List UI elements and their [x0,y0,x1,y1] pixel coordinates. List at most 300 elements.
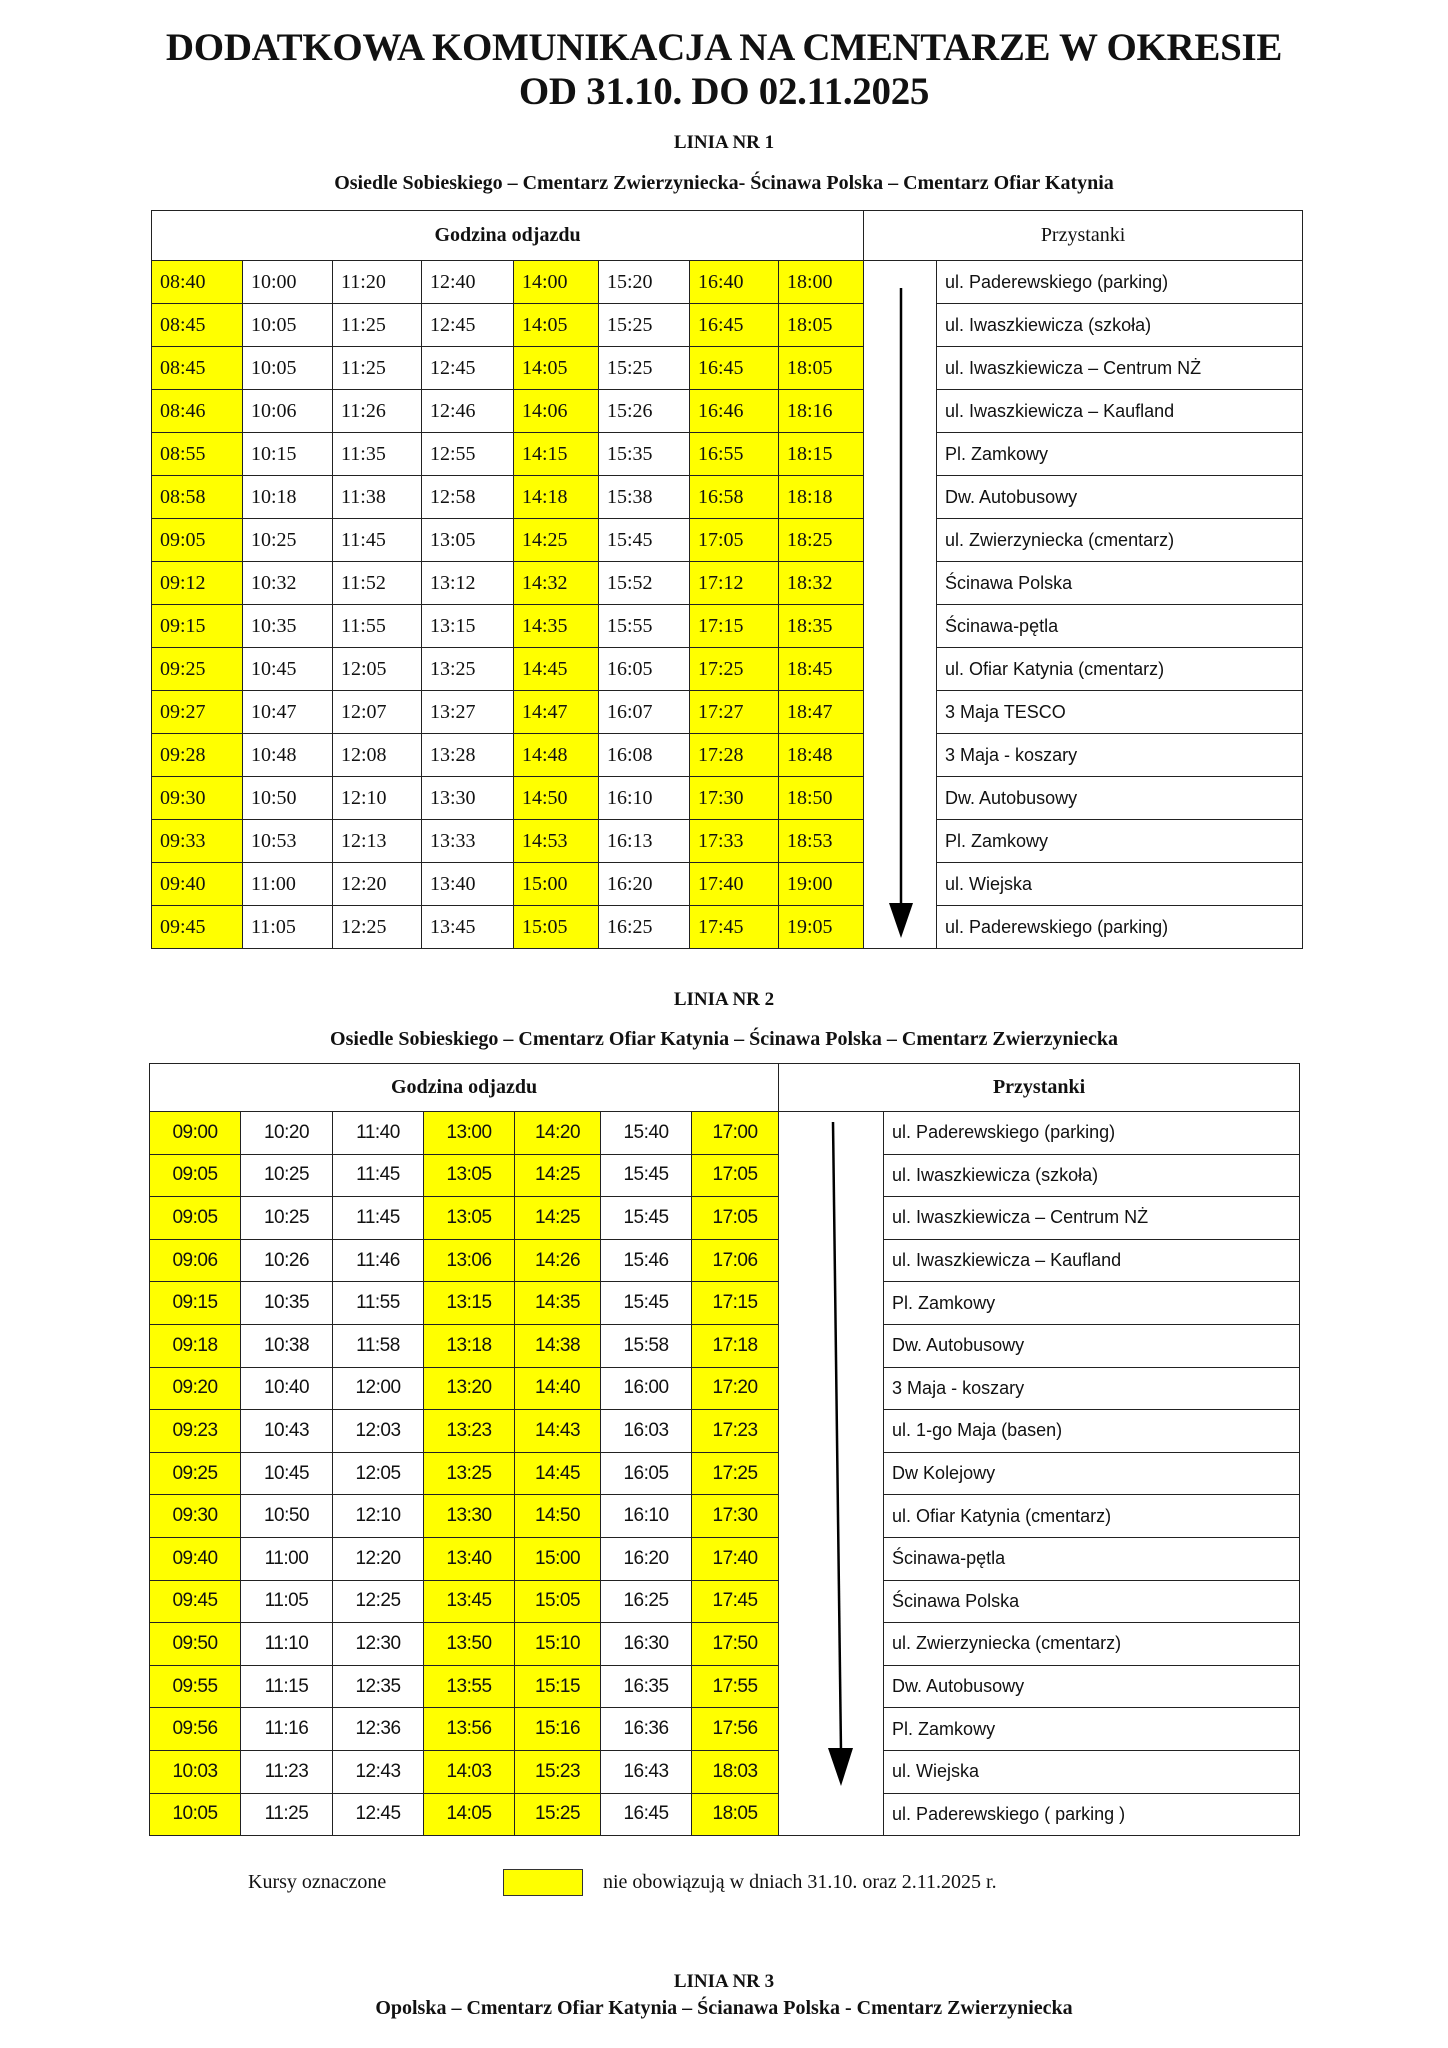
line1-route: Osiedle Sobieskiego – Cmentarz Zwierzyniecka- Ścinawa Polska – Cmentarz Ofiar Katynia [334,172,1114,194]
departure-time-cell: 14:50 [514,777,599,820]
departure-time-cell: 18:48 [779,734,864,777]
departure-time-cell: 13:40 [422,863,514,906]
departure-time-cell: 09:45 [150,1580,241,1623]
line2-timetable [149,1063,1300,1836]
stop-name-cell: 3 Maja TESCO [937,691,1303,734]
departure-time-cell: 14:05 [514,347,599,390]
departure-time-cell: 15:45 [601,1197,692,1240]
departure-time-cell: 14:48 [514,734,599,777]
departure-time-cell: 10:47 [243,691,333,734]
departure-time-cell: 19:00 [779,863,864,906]
departure-time-cell: 17:20 [692,1367,779,1410]
departure-time-cell: 11:45 [333,519,422,562]
departure-time-cell: 13:05 [424,1197,515,1240]
departure-time-cell: 12:08 [333,734,422,777]
departure-time-cell: 16:30 [601,1623,692,1666]
departure-time-cell: 09:50 [150,1623,241,1666]
departure-time-cell: 12:03 [333,1410,424,1453]
table-row [152,476,1303,519]
stop-name-cell: ul. Wiejska [937,863,1303,906]
stop-name-cell: ul. Wiejska [884,1750,1300,1793]
departure-time-cell: 11:16 [241,1708,333,1751]
departure-time-cell: 08:55 [152,433,243,476]
departure-time-cell: 09:15 [152,605,243,648]
stop-name-cell: ul. Iwaszkiewicza – Centrum NŻ [937,347,1303,390]
departure-time-cell: 16:45 [690,304,779,347]
departure-time-cell: 11:05 [243,906,333,949]
departure-time-cell: 10:53 [243,820,333,863]
departure-time-cell: 10:35 [243,605,333,648]
departure-time-cell: 10:26 [241,1239,333,1282]
departure-time-cell: 14:25 [515,1154,601,1197]
table-row [150,1580,1300,1623]
departure-time-cell: 09:33 [152,820,243,863]
table-row [152,906,1303,949]
departure-time-cell: 17:33 [690,820,779,863]
departure-time-cell: 16:05 [601,1452,692,1495]
table-row [150,1708,1300,1751]
departure-time-cell: 18:50 [779,777,864,820]
departure-time-cell: 15:45 [601,1282,692,1325]
departure-time-cell: 10:40 [241,1367,333,1410]
departure-time-cell: 09:18 [150,1324,241,1367]
departure-time-cell: 10:38 [241,1324,333,1367]
departure-time-cell: 16:03 [601,1410,692,1453]
departure-time-cell: 13:18 [424,1324,515,1367]
stop-name-cell: ul. Paderewskiego (parking) [937,261,1303,304]
table-row [150,1197,1300,1240]
departure-time-cell: 11:00 [241,1537,333,1580]
table-row [150,1367,1300,1410]
departure-time-cell: 14:32 [514,562,599,605]
departure-time-cell: 10:43 [241,1410,333,1453]
stop-name-cell: ul. Zwierzyniecka (cmentarz) [884,1623,1300,1666]
stop-name-cell: Ścinawa-pętla [937,605,1303,648]
departure-time-cell: 11:23 [241,1750,333,1793]
departure-time-cell: 14:53 [514,820,599,863]
departure-time-cell: 17:28 [690,734,779,777]
departure-time-cell: 11:45 [333,1154,424,1197]
departure-time-cell: 13:20 [424,1367,515,1410]
departure-time-cell: 15:23 [515,1750,601,1793]
departure-time-cell: 09:05 [150,1154,241,1197]
departure-time-cell: 15:20 [599,261,690,304]
departure-time-cell: 12:20 [333,1537,424,1580]
departure-time-cell: 10:35 [241,1282,333,1325]
departure-time-cell: 11:52 [333,562,422,605]
departure-time-cell: 11:25 [333,304,422,347]
departure-time-cell: 10:25 [241,1197,333,1240]
departure-time-cell: 15:35 [599,433,690,476]
departure-time-cell: 18:32 [779,562,864,605]
departure-time-cell: 16:25 [601,1580,692,1623]
departure-time-cell: 19:05 [779,906,864,949]
departure-time-cell: 10:25 [243,519,333,562]
departure-time-cell: 14:03 [424,1750,515,1793]
departure-time-cell: 11:55 [333,605,422,648]
departure-time-cell: 16:20 [599,863,690,906]
departure-time-cell: 10:05 [150,1793,241,1836]
table-row [152,562,1303,605]
table-row [152,863,1303,906]
direction-arrow-cell [864,261,937,949]
departure-time-cell: 14:35 [515,1282,601,1325]
stop-name-cell: ul. Iwaszkiewicza (szkoła) [937,304,1303,347]
departure-time-cell: 15:15 [515,1665,601,1708]
departure-time-cell: 13:25 [422,648,514,691]
table-row [150,1495,1300,1538]
departure-time-cell: 17:40 [690,863,779,906]
stop-name-cell: ul. Paderewskiego (parking) [937,906,1303,949]
stop-name-cell: Ścinawa-pętla [884,1537,1300,1580]
line3-route: Opolska – Cmentarz Ofiar Katynia – Ścianawa Polska - Cmentarz Zwierzyniecka [375,1997,1073,2019]
departure-time-cell: 17:30 [690,777,779,820]
stop-name-cell: ul. Iwaszkiewicza – Kaufland [937,390,1303,433]
departure-time-cell: 18:05 [779,347,864,390]
stop-name-cell: Ścinawa Polska [884,1580,1300,1623]
departure-time-cell: 12:43 [333,1750,424,1793]
departure-time-cell: 09:40 [152,863,243,906]
departure-time-cell: 12:46 [422,390,514,433]
departure-time-cell: 16:25 [599,906,690,949]
departure-time-cell: 11:35 [333,433,422,476]
departure-time-cell: 15:45 [601,1154,692,1197]
table-row [152,347,1303,390]
departure-time-cell: 13:45 [422,906,514,949]
departure-time-cell: 18:05 [692,1793,779,1836]
departure-time-cell: 13:00 [424,1112,515,1155]
departure-time-cell: 17:05 [690,519,779,562]
stop-name-cell: ul. Iwaszkiewicza – Kaufland [884,1239,1300,1282]
stop-name-cell: Dw. Autobusowy [937,476,1303,519]
departure-time-cell: 15:26 [599,390,690,433]
departure-time-cell: 12:05 [333,648,422,691]
departure-time-cell: 11:38 [333,476,422,519]
departure-time-cell: 15:16 [515,1708,601,1751]
departure-time-cell: 09:20 [150,1367,241,1410]
departure-time-cell: 12:58 [422,476,514,519]
departure-time-cell: 09:06 [150,1239,241,1282]
departure-time-cell: 10:50 [241,1495,333,1538]
departure-time-cell: 15:10 [515,1623,601,1666]
stop-name-cell: 3 Maja - koszary [937,734,1303,777]
departure-time-cell: 15:25 [599,347,690,390]
departure-time-cell: 16:20 [601,1537,692,1580]
departure-time-cell: 09:05 [150,1197,241,1240]
departure-time-cell: 17:45 [692,1580,779,1623]
departure-time-cell: 15:55 [599,605,690,648]
table-row [150,1154,1300,1197]
departure-time-cell: 14:05 [514,304,599,347]
departure-time-cell: 12:45 [333,1793,424,1836]
stop-name-cell: Dw. Autobusowy [884,1665,1300,1708]
departure-time-cell: 18:45 [779,648,864,691]
departure-time-cell: 13:40 [424,1537,515,1580]
table-row [150,1239,1300,1282]
stop-name-cell: Pl. Zamkowy [937,433,1303,476]
departure-time-cell: 14:20 [515,1112,601,1155]
departure-time-cell: 18:35 [779,605,864,648]
departure-time-cell: 13:30 [422,777,514,820]
departure-time-cell: 18:25 [779,519,864,562]
departure-time-cell: 14:45 [515,1452,601,1495]
departure-time-cell: 17:45 [690,906,779,949]
departure-time-cell: 09:55 [150,1665,241,1708]
departure-time-cell: 12:45 [422,347,514,390]
direction-arrow-cell [779,1112,884,1836]
departure-time-cell: 09:25 [150,1452,241,1495]
departure-time-cell: 09:25 [152,648,243,691]
departure-time-cell: 12:55 [422,433,514,476]
departure-time-cell: 14:05 [424,1793,515,1836]
departure-time-cell: 17:50 [692,1623,779,1666]
departure-time-cell: 16:45 [690,347,779,390]
departure-time-cell: 09:27 [152,691,243,734]
departure-time-cell: 18:03 [692,1750,779,1793]
departure-time-cell: 14:00 [514,261,599,304]
departure-time-cell: 12:05 [333,1452,424,1495]
departure-time-cell: 12:10 [333,1495,424,1538]
departure-time-cell: 10:18 [243,476,333,519]
departure-time-cell: 14:25 [514,519,599,562]
departure-time-cell: 11:45 [333,1197,424,1240]
table-row [150,1793,1300,1836]
stop-name-cell: Ścinawa Polska [937,562,1303,605]
stops-header: Przystanki [779,1064,1300,1112]
table-row [150,1750,1300,1793]
stop-name-cell: ul. 1-go Maja (basen) [884,1410,1300,1453]
table-row [150,1665,1300,1708]
stops-header: Przystanki [864,211,1303,261]
departure-time-cell: 10:05 [243,347,333,390]
departure-time-cell: 14:26 [515,1239,601,1282]
departure-time-cell: 14:06 [514,390,599,433]
departure-time-cell: 10:48 [243,734,333,777]
departure-time-cell: 14:40 [515,1367,601,1410]
departure-time-cell: 17:06 [692,1239,779,1282]
table-row [152,605,1303,648]
departure-time-cell: 13:05 [424,1154,515,1197]
departure-time-cell: 11:25 [241,1793,333,1836]
departure-time-cell: 09:28 [152,734,243,777]
departure-time-cell: 16:40 [690,261,779,304]
line1-rows [152,261,1303,949]
departure-time-cell: 10:20 [241,1112,333,1155]
line2-rows [150,1112,1300,1836]
stop-name-cell: Pl. Zamkowy [937,820,1303,863]
table-row [152,734,1303,777]
departure-time-cell: 08:46 [152,390,243,433]
departure-time-cell: 13:15 [424,1282,515,1325]
line3-label: LINIA NR 3 [673,1971,775,1992]
legend-highlight-swatch [503,1869,583,1896]
departure-time-cell: 09:30 [150,1495,241,1538]
departure-time-cell: 10:32 [243,562,333,605]
departure-time-cell: 15:58 [601,1324,692,1367]
departure-time-cell: 10:06 [243,390,333,433]
departure-time-cell: 10:45 [241,1452,333,1495]
stop-name-cell: ul. Paderewskiego ( parking ) [884,1793,1300,1836]
departure-time-cell: 12:00 [333,1367,424,1410]
departure-time-cell: 15:46 [601,1239,692,1282]
stop-name-cell: ul. Ofiar Katynia (cmentarz) [937,648,1303,691]
table-row [152,261,1303,304]
departure-time-cell: 12:07 [333,691,422,734]
departure-time-cell: 16:35 [601,1665,692,1708]
departure-time-cell: 14:50 [515,1495,601,1538]
departure-time-cell: 11:58 [333,1324,424,1367]
departure-time-cell: 17:15 [690,605,779,648]
departure-time-cell: 18:47 [779,691,864,734]
line2-route: Osiedle Sobieskiego – Cmentarz Ofiar Katynia – Ścinawa Polska – Cmentarz Zwierzyniecka [330,1028,1118,1050]
departure-time-cell: 17:23 [692,1410,779,1453]
stop-name-cell: 3 Maja - koszary [884,1367,1300,1410]
departure-time-header: Godzina odjazdu [152,211,864,261]
departure-time-cell: 15:00 [515,1537,601,1580]
line1-label: LINIA NR 1 [673,132,775,153]
departure-time-cell: 18:05 [779,304,864,347]
departure-time-cell: 13:33 [422,820,514,863]
departure-time-cell: 13:12 [422,562,514,605]
departure-time-cell: 11:10 [241,1623,333,1666]
departure-time-header: Godzina odjazdu [150,1064,779,1112]
departure-time-cell: 16:10 [601,1495,692,1538]
table-row [152,820,1303,863]
table-row [150,1324,1300,1367]
departure-time-cell: 11:40 [333,1112,424,1155]
departure-time-cell: 14:43 [515,1410,601,1453]
departure-time-cell: 16:05 [599,648,690,691]
departure-time-cell: 15:52 [599,562,690,605]
departure-time-cell: 09:56 [150,1708,241,1751]
departure-time-cell: 10:00 [243,261,333,304]
departure-time-cell: 13:05 [422,519,514,562]
departure-time-cell: 13:27 [422,691,514,734]
page-title-line1: DODATKOWA KOMUNIKACJA NA CMENTARZE W OKRESIE [165,26,1283,69]
departure-time-cell: 13:30 [424,1495,515,1538]
table-row [152,519,1303,562]
table-row [152,648,1303,691]
table-row [152,691,1303,734]
departure-time-cell: 11:20 [333,261,422,304]
departure-time-cell: 15:25 [599,304,690,347]
stop-name-cell: Pl. Zamkowy [884,1708,1300,1751]
departure-time-cell: 08:45 [152,304,243,347]
departure-time-cell: 09:00 [150,1112,241,1155]
departure-time-cell: 16:08 [599,734,690,777]
page-title-line2: OD 31.10. DO 02.11.2025 [518,70,930,113]
departure-time-cell: 16:36 [601,1708,692,1751]
departure-time-cell: 09:30 [152,777,243,820]
departure-time-cell: 17:30 [692,1495,779,1538]
departure-time-cell: 14:38 [515,1324,601,1367]
departure-time-cell: 09:45 [152,906,243,949]
departure-time-cell: 15:38 [599,476,690,519]
departure-time-cell: 09:12 [152,562,243,605]
departure-time-cell: 16:58 [690,476,779,519]
departure-time-cell: 09:40 [150,1537,241,1580]
departure-time-cell: 17:55 [692,1665,779,1708]
departure-time-cell: 13:28 [422,734,514,777]
table-row [150,1623,1300,1666]
departure-time-cell: 14:47 [514,691,599,734]
line1-timetable [151,210,1303,949]
legend-suffix: nie obowiązują w dniach 31.10. oraz 2.11.2025 r. [603,1871,997,1893]
departure-time-cell: 17:27 [690,691,779,734]
stop-name-cell: ul. Paderewskiego (parking) [884,1112,1300,1155]
departure-time-cell: 10:05 [243,304,333,347]
stop-name-cell: Pl. Zamkowy [884,1282,1300,1325]
departure-time-cell: 11:46 [333,1239,424,1282]
departure-time-cell: 13:23 [424,1410,515,1453]
departure-time-cell: 11:55 [333,1282,424,1325]
departure-time-cell: 18:15 [779,433,864,476]
departure-time-cell: 16:10 [599,777,690,820]
departure-time-cell: 15:00 [514,863,599,906]
departure-time-cell: 18:00 [779,261,864,304]
departure-time-cell: 17:40 [692,1537,779,1580]
departure-time-cell: 08:58 [152,476,243,519]
stop-name-cell: ul. Zwierzyniecka (cmentarz) [937,519,1303,562]
departure-time-cell: 12:45 [422,304,514,347]
departure-time-cell: 14:18 [514,476,599,519]
table-row [152,433,1303,476]
departure-time-cell: 17:05 [692,1154,779,1197]
departure-time-cell: 17:25 [692,1452,779,1495]
departure-time-cell: 13:25 [424,1452,515,1495]
stop-name-cell: Dw Kolejowy [884,1452,1300,1495]
departure-time-cell: 15:25 [515,1793,601,1836]
departure-time-cell: 13:56 [424,1708,515,1751]
departure-time-cell: 13:15 [422,605,514,648]
departure-time-cell: 16:43 [601,1750,692,1793]
table-row [150,1112,1300,1155]
departure-time-cell: 10:45 [243,648,333,691]
stop-name-cell: ul. Iwaszkiewicza – Centrum NŻ [884,1197,1300,1240]
departure-time-cell: 17:56 [692,1708,779,1751]
departure-time-cell: 16:45 [601,1793,692,1836]
departure-time-cell: 14:15 [514,433,599,476]
departure-time-cell: 12:13 [333,820,422,863]
departure-time-cell: 17:05 [692,1197,779,1240]
departure-time-cell: 09:15 [150,1282,241,1325]
departure-time-cell: 15:05 [514,906,599,949]
table-row [152,390,1303,433]
departure-time-cell: 10:15 [243,433,333,476]
departure-time-cell: 10:03 [150,1750,241,1793]
table-row [150,1282,1300,1325]
departure-time-cell: 10:50 [243,777,333,820]
departure-time-cell: 18:16 [779,390,864,433]
departure-time-cell: 17:18 [692,1324,779,1367]
table-row [150,1537,1300,1580]
line2-label: LINIA NR 2 [673,989,775,1010]
departure-time-cell: 12:20 [333,863,422,906]
stop-name-cell: ul. Iwaszkiewicza (szkoła) [884,1154,1300,1197]
departure-time-cell: 08:45 [152,347,243,390]
table-row [150,1410,1300,1453]
departure-time-cell: 16:46 [690,390,779,433]
departure-time-cell: 12:30 [333,1623,424,1666]
stop-name-cell: Dw. Autobusowy [884,1324,1300,1367]
departure-time-cell: 11:00 [243,863,333,906]
departure-time-cell: 13:45 [424,1580,515,1623]
departure-time-cell: 11:15 [241,1665,333,1708]
departure-time-cell: 09:23 [150,1410,241,1453]
departure-time-cell: 12:25 [333,1580,424,1623]
departure-time-cell: 17:25 [690,648,779,691]
departure-time-cell: 11:05 [241,1580,333,1623]
